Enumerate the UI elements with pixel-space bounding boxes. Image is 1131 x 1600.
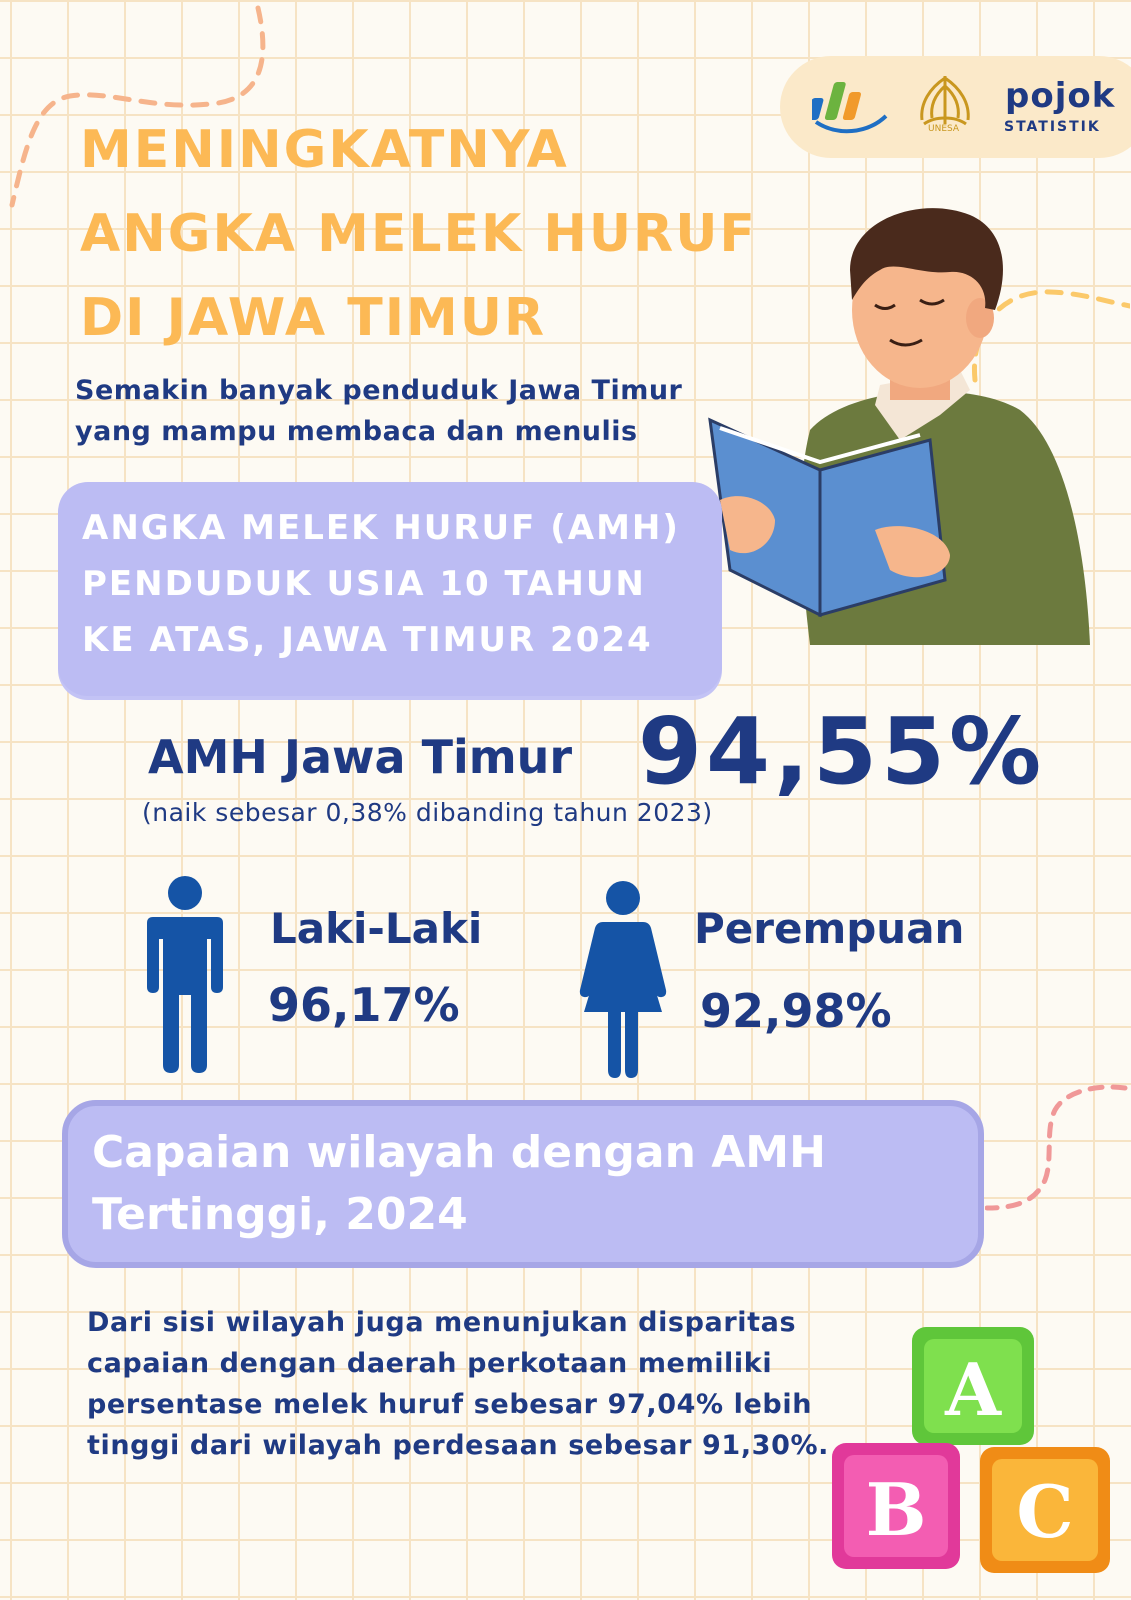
amh-box-line: KE ATAS, JAWA TIMUR 2024 [82, 620, 653, 660]
male-label: Laki-Laki [270, 904, 483, 953]
amh-change-note: (naik sebesar 0,38% dibanding tahun 2023) [142, 798, 713, 827]
amh-label: AMH Jawa Timur [148, 730, 573, 784]
title-line: ANGKA MELEK HURUF [80, 204, 757, 264]
abc-blocks-illustration [830, 1325, 1130, 1600]
block-letter-b: B [865, 1467, 927, 1552]
subtitle-line: yang mampu membaca dan menulis [75, 416, 638, 447]
region-description [87, 1302, 829, 1466]
region-text-line: Dari sisi wilayah juga menunjukan disparitas [87, 1307, 797, 1338]
block-letter-c: C [1016, 1469, 1074, 1554]
title-line: MENINGKATNYA [80, 120, 569, 180]
page-title [80, 108, 757, 360]
amh-info-box-text [82, 500, 680, 668]
male-value: 96,17% [268, 978, 460, 1032]
region-text-line: capaian dengan daerah perkotaan memiliki [87, 1348, 773, 1379]
statistik-logo-text: STATISTIK [1004, 119, 1101, 135]
female-person-icon [578, 880, 668, 1080]
region-info-box-text [92, 1122, 826, 1246]
amh-value: 94,55% [638, 698, 1046, 805]
pojok-logo-text: pojok [1005, 76, 1116, 116]
female-label: Perempuan [694, 904, 965, 953]
dashed-swirl-bottom-right [985, 1080, 1131, 1230]
male-person-icon [145, 875, 225, 1075]
region-box-line: Capaian wilayah dengan AMH [92, 1127, 826, 1178]
amh-box-line: ANGKA MELEK HURUF (AMH) [82, 508, 680, 548]
man-reading-book-illustration [700, 200, 1100, 660]
female-value: 92,98% [700, 984, 892, 1038]
region-box-line: Tertinggi, 2024 [92, 1189, 468, 1240]
subtitle-line: Semakin banyak penduduk Jawa Timur [75, 375, 683, 406]
title-line: DI JAWA TIMUR [80, 288, 547, 348]
amh-box-line: PENDUDUK USIA 10 TAHUN [82, 564, 646, 604]
block-letter-a: A [945, 1347, 1001, 1432]
region-text-line: tinggi dari wilayah perdesaan sebesar 91,30%. [87, 1430, 829, 1461]
region-text-line: persentase melek huruf sebesar 97,04% lebih [87, 1389, 813, 1420]
bps-logo-icon [812, 76, 890, 138]
page-subtitle [75, 370, 682, 452]
unesa-logo-text: UNESA [928, 124, 960, 134]
